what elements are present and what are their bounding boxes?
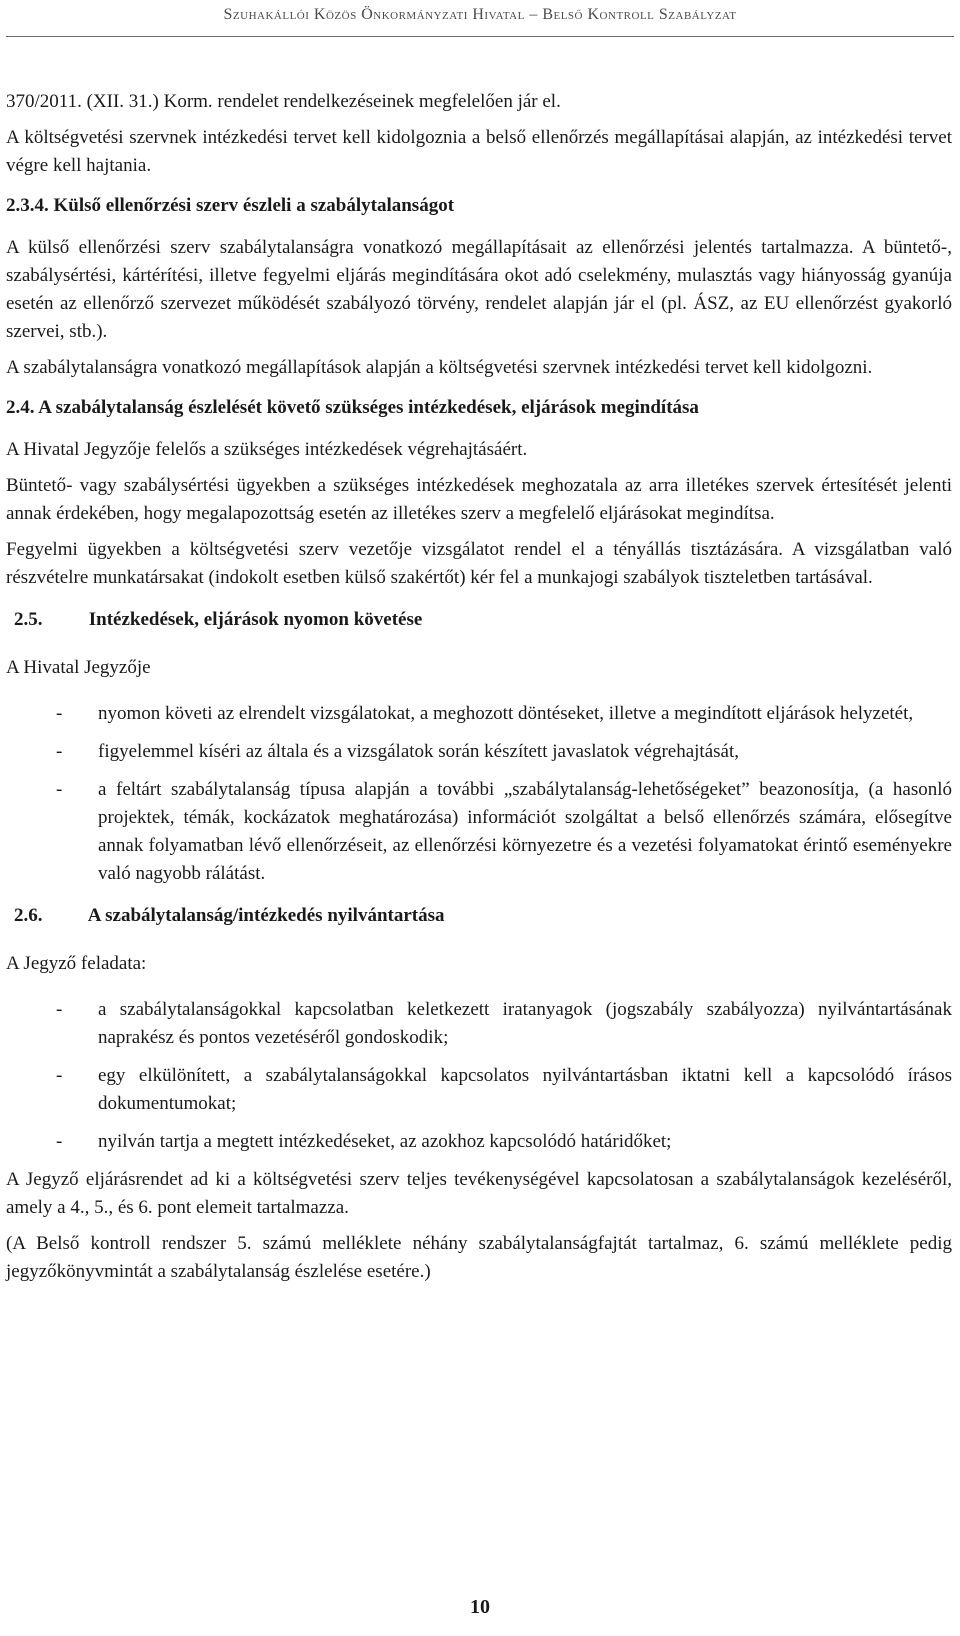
section-title: A szabálytalanság észlelését követő szükséges intézkedések, eljárások megindítása (38, 397, 699, 418)
list-item (6, 700, 952, 728)
section-number: 2.6. (14, 905, 43, 926)
list-item-text: nyomon követi az elrendelt vizsgálatokat, a meghozott döntéseket, illetve a megindított eljárások helyzetét, (98, 703, 914, 724)
section-2-6-lead: A Jegyző feladata: (6, 953, 147, 974)
section-2-5-lead: A Hivatal Jegyzője (6, 657, 151, 678)
section-title: A szabálytalanság/intézkedés nyilvántartása (87, 905, 445, 926)
section-title: Külső ellenőrzési szerv észleli a szabálytalanságot (53, 195, 455, 216)
section-2-4-heading (6, 394, 952, 422)
section-2-5-heading (6, 606, 952, 634)
list-item-text: egy elkülönített, a szabálytalanságokkal kapcsolatos nyilvántartásban iktatni kell a kapcsolódó írásos dokumentumokat; (98, 1065, 952, 1114)
page-number: 10 (470, 1596, 490, 1618)
section-number: 2.5. (14, 609, 43, 630)
header-divider (6, 36, 954, 37)
list-item-text: nyilván tartja a megtett intézkedéseket, az azokhoz kapcsolódó határidőket; (98, 1131, 672, 1152)
running-header: Szuhakállói Közös Önkormányzati Hivatal – Belső Kontroll Szabályzat (223, 6, 737, 23)
dash-bullet: - (56, 703, 63, 724)
section-2-3-4-paragraph-1: A külső ellenőrzési szerv szabálytalanságra vonatkozó megállapításait az ellenőrzési jelentés tartalmazza. A büntető-, szabálysértési, kártérítési, illetve fegyelmi eljárás megindítására okot adó cselekmény, mulasztás vagy hiányosság gyanúja esetén az ellenőrző szervezet működését szabályozó törvény, rendelet alapján jár el (pl. ÁSZ, az EU ellenőrzést gyakorló szervei, stb.). (6, 237, 952, 342)
dash-bullet: - (56, 1065, 63, 1086)
section-2-6-list (6, 996, 952, 1156)
section-2-4-paragraph-1: A Hivatal Jegyzője felelős a szükséges intézkedések végrehajtásáért. (6, 439, 528, 460)
dash-bullet: - (56, 1131, 63, 1152)
section-2-6-paragraph-1: A Jegyző eljárásrendet ad ki a költségvetési szerv teljes tevékenységével kapcsolatosan a szabálytalanságok kezeléséről, amely a 4., 5., és 6. pont elemeit tartalmazza. (6, 1169, 952, 1218)
section-2-3-4-heading (6, 192, 952, 220)
section-2-4-paragraph-2: Büntető- vagy szabálysértési ügyekben a szükséges intézkedések meghozatala az arra illetékes szervek értesítését jelenti annak érdekében, hogy megalapozottság esetén az illetékes szerv a megfelelő eljárásokat megindítsa. (6, 475, 952, 524)
list-item-text: a szabálytalanságokkal kapcsolatban keletkezett iratanyagok (jogszabály szabályozza) nyilvántartásának naprakész és pontos vezetéséről gondoskodik; (98, 999, 952, 1048)
section-2-3-4-paragraph-2: A szabálytalanságra vonatkozó megállapítások alapján a költségvetési szervnek intézkedési tervet kell kidolgozni. (6, 357, 873, 378)
dash-bullet: - (56, 779, 63, 800)
intro-paragraph-2: A költségvetési szervnek intézkedési tervet kell kidolgoznia a belső ellenőrzés megállapításai alapján, az intézkedési tervet végre kell hajtania. (6, 127, 952, 176)
section-number: 2.4. (6, 397, 35, 418)
list-item (6, 996, 952, 1052)
dash-bullet: - (56, 999, 63, 1020)
section-2-6-heading (6, 902, 952, 930)
section-2-4-paragraph-3: Fegyelmi ügyekben a költségvetési szerv vezetője vizsgálatot rendel el a tényállás tisztázására. A vizsgálatban való részvételre munkatársakat (indokolt esetben külső szakértőt) kér fel a munkajogi szabályok tiszteletben tartásával. (6, 539, 952, 588)
list-item (6, 1128, 952, 1156)
dash-bullet: - (56, 741, 63, 762)
section-2-6-paragraph-2: (A Belső kontroll rendszer 5. számú melléklete néhány szabálytalanságfajtát tartalmaz, 6. számú melléklete pedig jegyzőkönyvmintát a szabálytalanság észlelése esetére.) (6, 1233, 952, 1282)
list-item (6, 738, 952, 766)
list-item (6, 1062, 952, 1118)
intro-paragraph-1: 370/2011. (XII. 31.) Korm. rendelet rendelkezéseinek megfelelően jár el. (6, 91, 561, 112)
list-item-text: a feltárt szabálytalanság típusa alapján a további „szabálytalanság-lehetőségeket” beazonosítja, (a hasonló projektek, témák, kockázatok meghatározása) információt szolgáltat a belső ellenőrzés számára, elősegítve annak folyamatban lévő ellenőrzéseit, az ellenőrzési környezetre és a vezetési folyamatokat érintő eseményekre való nagyobb rálátást. (98, 779, 952, 884)
section-2-5-list (6, 700, 952, 888)
document-body (6, 88, 952, 1294)
section-number: 2.3.4. (6, 195, 49, 216)
list-item-text: figyelemmel kíséri az általa és a vizsgálatok során készített javaslatok végrehajtását, (98, 741, 739, 762)
section-title: Intézkedések, eljárások nyomon követése (88, 609, 423, 630)
list-item (6, 776, 952, 888)
